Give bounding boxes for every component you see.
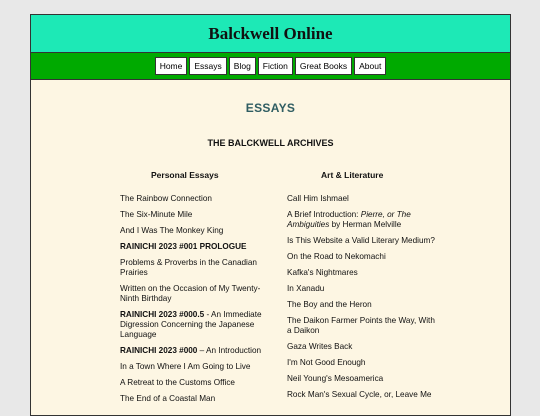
article-link[interactable] (287, 390, 437, 400)
nav-about-button[interactable]: About (354, 57, 386, 75)
article-link[interactable] (287, 374, 437, 384)
article-link[interactable] (287, 236, 437, 246)
column-heading: Art & Literature (321, 170, 384, 180)
art-literature-column (287, 170, 437, 406)
essay-link-text: The End of a Coastal Man (120, 394, 216, 403)
article-link-text: On the Road to Nekomachi (287, 252, 386, 261)
essay-link[interactable] (120, 284, 270, 304)
essay-link-text: – An Introduction (197, 346, 262, 355)
nav-essays-button[interactable]: Essays (189, 57, 226, 75)
page-frame (30, 14, 511, 416)
archives-title: THE BALCKWELL ARCHIVES (207, 138, 334, 148)
page-title: ESSAYS (245, 101, 296, 115)
article-link[interactable] (287, 300, 437, 310)
essay-link[interactable] (120, 258, 270, 278)
article-link-text: In Xanadu (287, 284, 325, 293)
essay-link[interactable] (120, 394, 270, 404)
personal-essays-column (120, 170, 270, 410)
essay-link[interactable] (120, 362, 270, 372)
site-title[interactable]: Balckwell Online (208, 23, 333, 43)
essay-link[interactable] (120, 310, 270, 340)
article-link-text: I'm Not Good Enough (287, 358, 366, 367)
essay-link-text: - An Immediate Digression Concerning the Japanese Language (120, 310, 262, 339)
article-link[interactable] (287, 194, 437, 204)
personal-essays-list (120, 194, 270, 404)
article-link[interactable] (287, 210, 437, 230)
essay-link-text: Written on the Occasion of My Twenty-Ninth Birthday (120, 284, 261, 303)
essay-link-bold: RAINICHI 2023 #000.5 (120, 310, 205, 319)
nav-bar (31, 53, 510, 80)
essay-link-text: The Six-Minute Mile (120, 210, 193, 219)
article-link-text: Is This Website a Valid Literary Medium? (287, 236, 435, 245)
essay-link[interactable] (120, 378, 270, 388)
essay-link[interactable] (120, 194, 270, 204)
essay-link-bold: RAINICHI 2023 #000 (120, 346, 198, 355)
nav-home-button[interactable]: Home (155, 57, 188, 75)
essay-link-text: In a Town Where I Am Going to Live (120, 362, 251, 371)
nav-blog-button[interactable]: Blog (229, 57, 256, 75)
essay-link-bold: RAINICHI 2023 #001 PROLOGUE (120, 242, 247, 251)
article-link-text: Neil Young's Mesoamerica (287, 374, 384, 383)
article-link[interactable] (287, 342, 437, 352)
article-link-text: A Brief Introduction: (287, 210, 361, 219)
site-header (31, 15, 510, 53)
article-link-text: Gaza Writes Back (287, 342, 353, 351)
article-link[interactable] (287, 284, 437, 294)
article-link-text: The Boy and the Heron (287, 300, 372, 309)
article-link[interactable] (287, 316, 437, 336)
article-link-text: Rock Man's Sexual Cycle, or, Leave Me (287, 390, 432, 399)
essay-link[interactable] (120, 242, 270, 252)
essay-link[interactable] (120, 226, 270, 236)
nav-fiction-button[interactable]: Fiction (258, 57, 293, 75)
art-literature-list (287, 194, 437, 400)
column-heading: Personal Essays (151, 170, 219, 180)
nav-great-books-button[interactable]: Great Books (295, 57, 352, 75)
article-link-text: The Daikon Farmer Points the Way, With a Daikon (287, 316, 435, 335)
article-link[interactable] (287, 268, 437, 278)
essay-link-text: The Rainbow Connection (120, 194, 212, 203)
article-link[interactable] (287, 358, 437, 368)
essay-link-text: A Retreat to the Customs Office (120, 378, 235, 387)
essay-link-text: And I Was The Monkey King (120, 226, 224, 235)
article-link[interactable] (287, 252, 437, 262)
essay-link-text: Problems & Proverbs in the Canadian Prairies (120, 258, 257, 277)
essay-link[interactable] (120, 346, 270, 356)
article-link-text: Call Him Ishmael (287, 194, 349, 203)
essay-link[interactable] (120, 210, 270, 220)
article-link-italic: Pierre, or The Ambiguities (287, 210, 411, 229)
article-link-text: Kafka's Nightmares (287, 268, 358, 277)
article-link-suffix: by Herman Melville (329, 220, 402, 229)
